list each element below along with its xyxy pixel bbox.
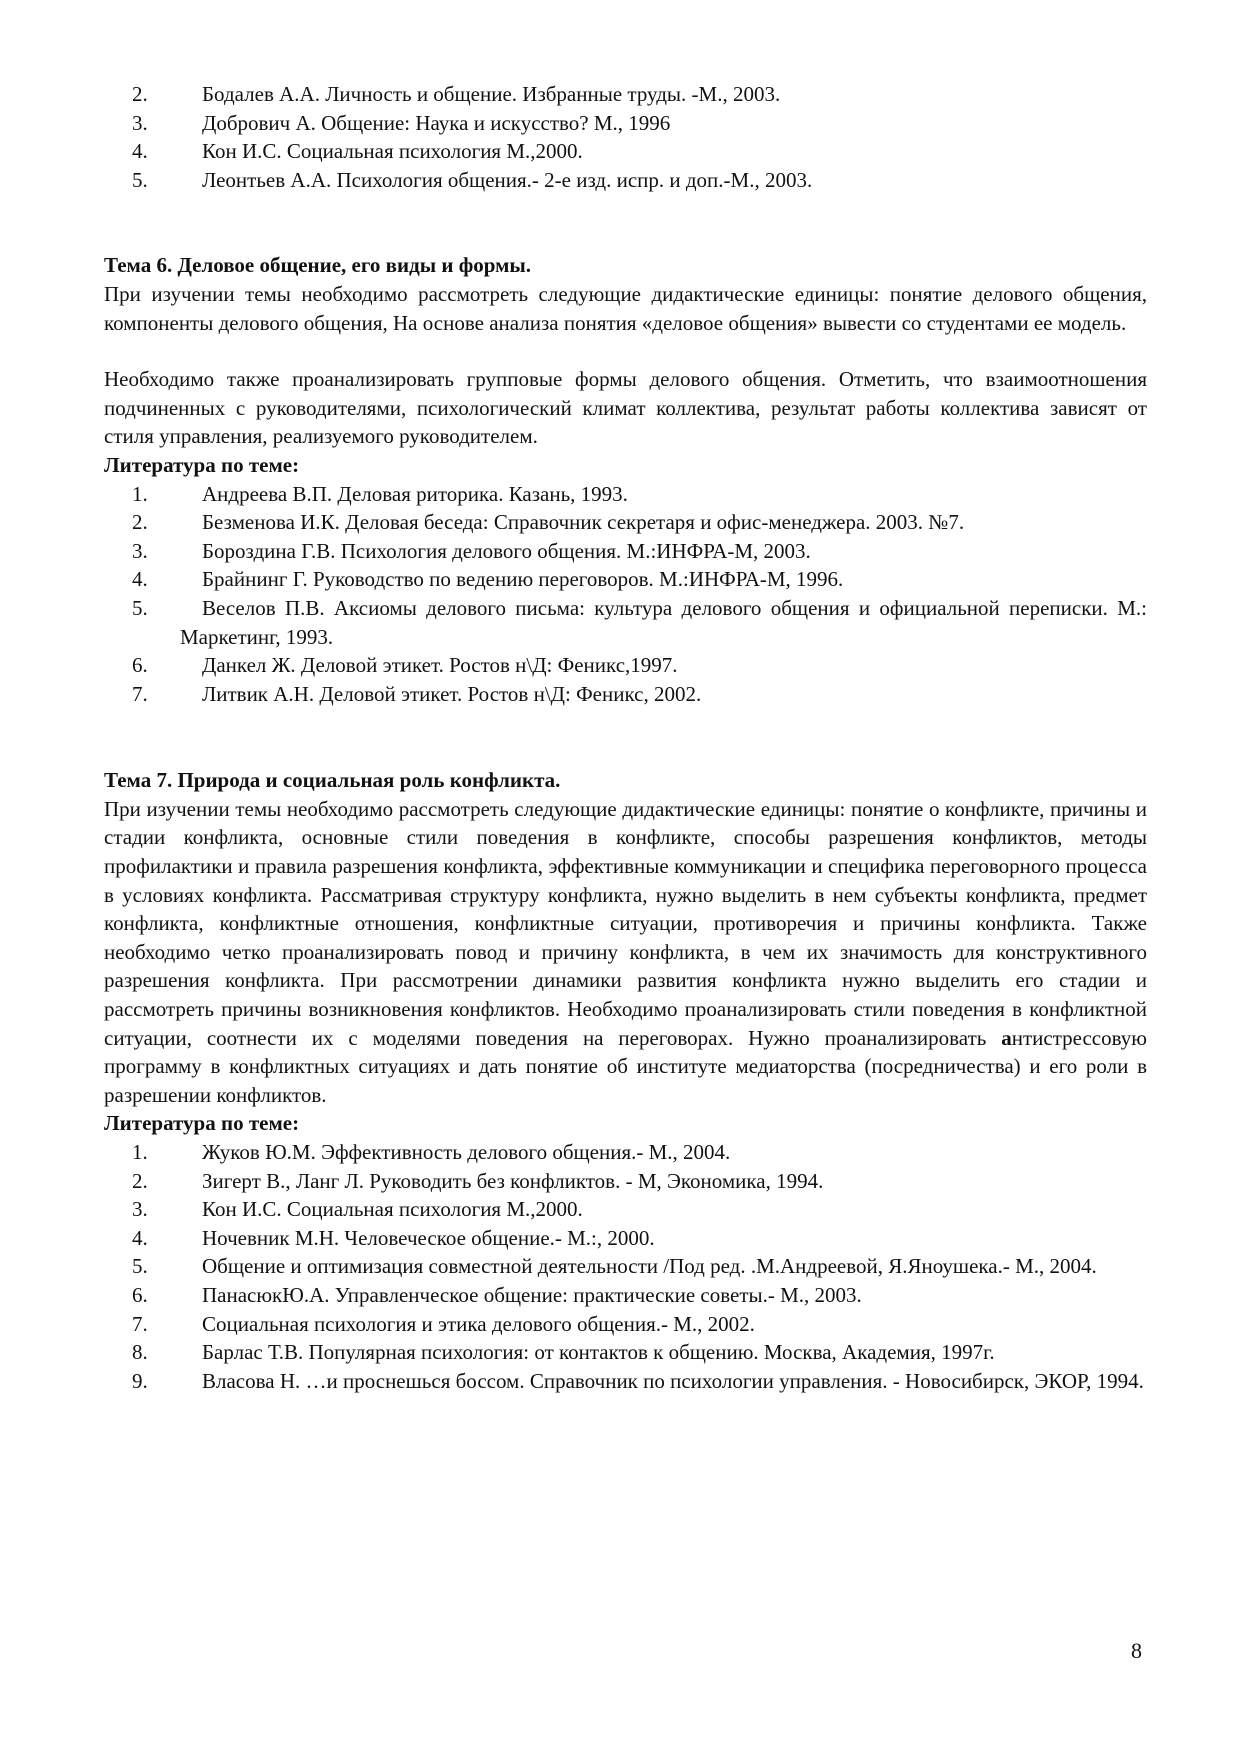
- list-number: 3.: [132, 110, 148, 135]
- list-text: Данкел Ж. Деловой этикет. Ростов н\Д: Феникс,1997.: [202, 653, 678, 678]
- list-number: 5.: [132, 1254, 148, 1279]
- list-number: 6.: [132, 653, 148, 678]
- topic7-literature-heading: Литература по теме:: [104, 1111, 300, 1136]
- list-text: Зигерт В., Ланг Л. Руководить без конфликтов. - М, Экономика, 1994.: [202, 1168, 824, 1193]
- topic6-paragraph-2: Необходимо также проанализировать групповые формы делового общения. Отметить, что взаимоотношения подчиненных с руководителями, психологический климат коллектива, результат работы коллектива зависят от стиля управления, реализуемого руководителем.: [104, 367, 1147, 449]
- list-number: 6.: [132, 1282, 148, 1307]
- topic6-title: Тема 6. Деловое общение, его виды и формы.: [104, 253, 532, 278]
- list-text: Власова Н. …и проснешься боссом. Справочник по психологии управления. - Новосибирск, ЭКОР, 1994.: [202, 1368, 1144, 1393]
- page-number: 8: [1131, 1638, 1142, 1663]
- list-number: 4.: [132, 567, 148, 592]
- list-number: 4.: [132, 139, 148, 164]
- list-item: [104, 1338, 1147, 1367]
- list-number: 3.: [132, 1197, 148, 1222]
- list-text: Безменова И.К. Деловая беседа: Справочник секретаря и офис-менеджера. 2003. №7.: [202, 510, 965, 535]
- list-text: Бороздина Г.В. Психология делового общения. М.:ИНФРА-М, 2003.: [202, 538, 811, 563]
- list-text: Кон И.С. Социальная психология М.,2000.: [202, 139, 583, 164]
- list-text: Веселов П.В. Аксиомы делового письма: культура делового общения и официальной переписки. М.: Маркетинг, 1993.: [180, 595, 1147, 649]
- list-text: Леонтьев А.А. Психология общения.- 2-е изд. испр. и доп.-М., 2003.: [202, 167, 813, 192]
- list-text: Общение и оптимизация совместной деятельности /Под ред. .М.Андреевой, Я.Яноушека.- М., 2004.: [202, 1254, 1097, 1279]
- list-item: [104, 680, 1147, 709]
- list-item: [104, 80, 1147, 109]
- list-number: 4.: [132, 1225, 148, 1250]
- list-text: Брайнинг Г. Руководство по ведению переговоров. М.:ИНФРА-М, 1996.: [202, 567, 844, 592]
- list-number: 2.: [132, 82, 148, 106]
- list-text: Бодалев А.А. Личность и общение. Избранные труды. -М., 2003.: [202, 82, 781, 106]
- topic7-title: Тема 7. Природа и социальная роль конфликта.: [104, 768, 561, 793]
- list-item: [104, 137, 1147, 166]
- list-text: Барлас Т.В. Популярная психология: от контактов к общению. Москва, Академия, 1997г.: [202, 1340, 995, 1365]
- list-number: 5.: [132, 167, 148, 192]
- list-item: [104, 1138, 1147, 1167]
- topic7-paragraph-text: При изучении темы необходимо рассмотреть следующие дидактические единицы: понятие о конфликте, причины и стадии конфликта, основные стили поведения в конфликте, способы разрешения конфликтов, методы профилактики и правила разрешения конфликта, эффективные коммуникации и специфика переговорного процесса в условиях конфликта. Рассматривая структуру конфликта, нужно выделить в нем субъекты конфликта, предмет конфликта, конфликтные отношения, конфликтные ситуации, противоречия и причины конфликта. Также необходимо четко проанализировать повод и причину конфликта, в чем их значимость для конструктивного разрешения конфликта. При рассмотрении динамики развития конфликта нужно выделить его стадии и рассмотреть причины возникновения конфликтов. Необходимо проанализировать стили поведения в конфликтной ситуации, соотнести их с моделями поведения на переговорах. Нужно проанализировать: [104, 796, 1147, 1050]
- list-item: [104, 594, 1147, 651]
- list-number: 3.: [132, 538, 148, 563]
- list-text: Добрович А. Общение: Наука и искусство? М., 1996: [202, 110, 671, 135]
- list-text: Ночевник М.Н. Человеческое общение.- М.:, 2000.: [202, 1225, 655, 1250]
- topic6-literature-heading: Литература по теме:: [104, 452, 300, 477]
- list-item: [104, 1281, 1147, 1310]
- list-number: 7.: [132, 1311, 148, 1336]
- list-text: Кон И.С. Социальная психология М.,2000.: [202, 1197, 583, 1222]
- list-item: [104, 109, 1147, 138]
- list-number: 5.: [132, 595, 148, 620]
- list-text: Андреева В.П. Деловая риторика. Казань, 1993.: [202, 481, 628, 506]
- list-item: [104, 1224, 1147, 1253]
- topic7-paragraph-bold-letter: а: [1001, 1025, 1012, 1050]
- page-content: [104, 80, 1147, 1395]
- list-item: [104, 565, 1147, 594]
- list-text: ПанасюкЮ.А. Управленческое общение: практические советы.- М., 2003.: [202, 1282, 862, 1307]
- list-text: Социальная психология и этика делового общения.- М., 2002.: [202, 1311, 755, 1336]
- topic7-paragraph-end: нтистрессовую программу в конфликтных ситуациях и дать понятие об институте медиаторства (посредничества) и его роли в разрешении конфликтов.: [104, 1025, 1147, 1107]
- topic7-literature-list: [104, 1138, 1147, 1395]
- list-text: Литвик А.Н. Деловой этикет. Ростов н\Д: Феникс, 2002.: [202, 681, 702, 706]
- list-item: [104, 537, 1147, 566]
- list-item: [104, 1167, 1147, 1196]
- list-number: 8.: [132, 1340, 148, 1365]
- topic6-paragraph-1: При изучении темы необходимо рассмотреть следующие дидактические единицы: понятие делового общения, компоненты делового общения, На основе анализа понятия «деловое общения» вывести со студентами ее модель.: [104, 281, 1147, 335]
- list-item: [104, 1195, 1147, 1224]
- list-item: [104, 480, 1147, 509]
- list-number: 1.: [132, 1140, 148, 1164]
- topic7-paragraph: [104, 795, 1147, 1110]
- list-item: [104, 651, 1147, 680]
- list-number: 7.: [132, 681, 148, 706]
- list-item: [104, 1252, 1147, 1281]
- list-item: [104, 508, 1147, 537]
- list-number: 2.: [132, 1168, 148, 1193]
- top-reference-list: [104, 80, 1147, 194]
- list-number: 9.: [132, 1368, 148, 1393]
- list-number: 1.: [132, 481, 148, 506]
- list-number: 2.: [132, 510, 148, 535]
- list-item: [104, 1310, 1147, 1339]
- list-item: [104, 1367, 1147, 1396]
- topic6-literature-list: [104, 480, 1147, 709]
- list-item: [104, 166, 1147, 195]
- list-text: Жуков Ю.М. Эффективность делового общения.- М., 2004.: [202, 1140, 731, 1164]
